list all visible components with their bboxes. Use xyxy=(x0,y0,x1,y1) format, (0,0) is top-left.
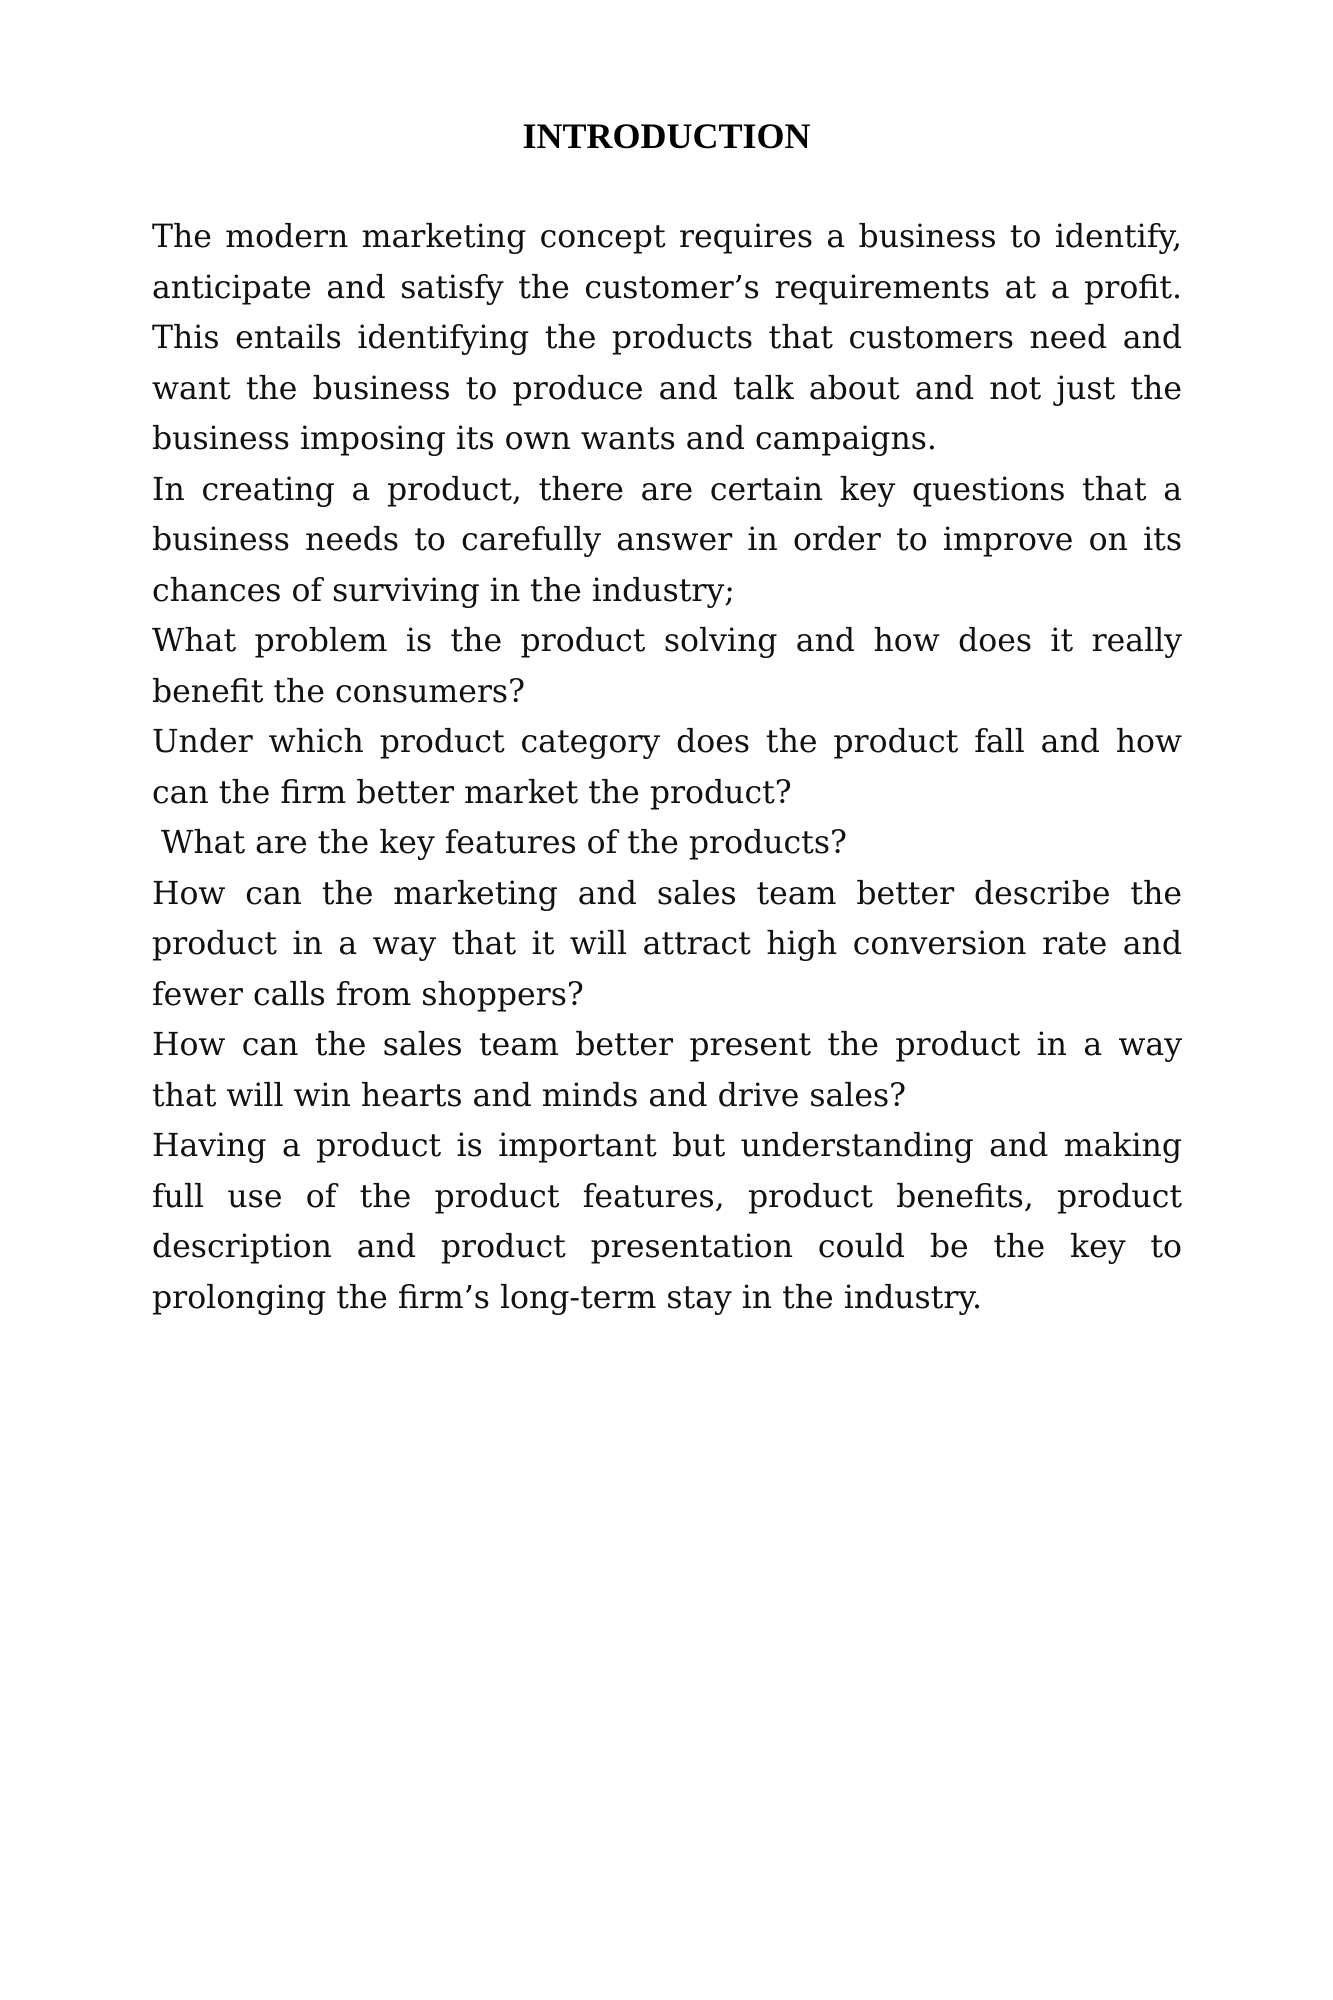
paragraph-question-category: Under which product category does the product fall and how can the firm better market the product? xyxy=(152,724,1182,811)
paragraph-question-features: What are the key features of the products? xyxy=(161,825,847,861)
paragraph-question-description: How can the marketing and sales team better describe the product in a way that it will attract high conversion rate and fewer calls from shoppers? xyxy=(152,875,1182,1013)
paragraph-question-problem: What problem is the product solving and how does it really benefit the consumers? xyxy=(152,623,1182,710)
body-text xyxy=(152,212,1182,1323)
page-title: INTRODUCTION xyxy=(522,116,811,156)
paragraph-marketing-concept: The modern marketing concept requires a business to identify, anticipate and satisfy the customer’s requirements at a profit. This entails identifying the products that customers need and want the business to produce and talk about and not just the business imposing its own wants and campaigns. xyxy=(152,219,1182,457)
paragraph-question-presentation: How can the sales team better present the product in a way that will win hearts and minds and drive sales? xyxy=(152,1027,1182,1114)
paragraph-conclusion: Having a product is important but understanding and making full use of the product features, product benefits, product description and product presentation could be the key to prolonging the firm’s long-term stay in the industry. xyxy=(152,1128,1182,1316)
paragraph-key-questions: In creating a product, there are certain key questions that a business needs to carefully answer in order to improve on its chances of surviving in the industry; xyxy=(152,471,1182,609)
